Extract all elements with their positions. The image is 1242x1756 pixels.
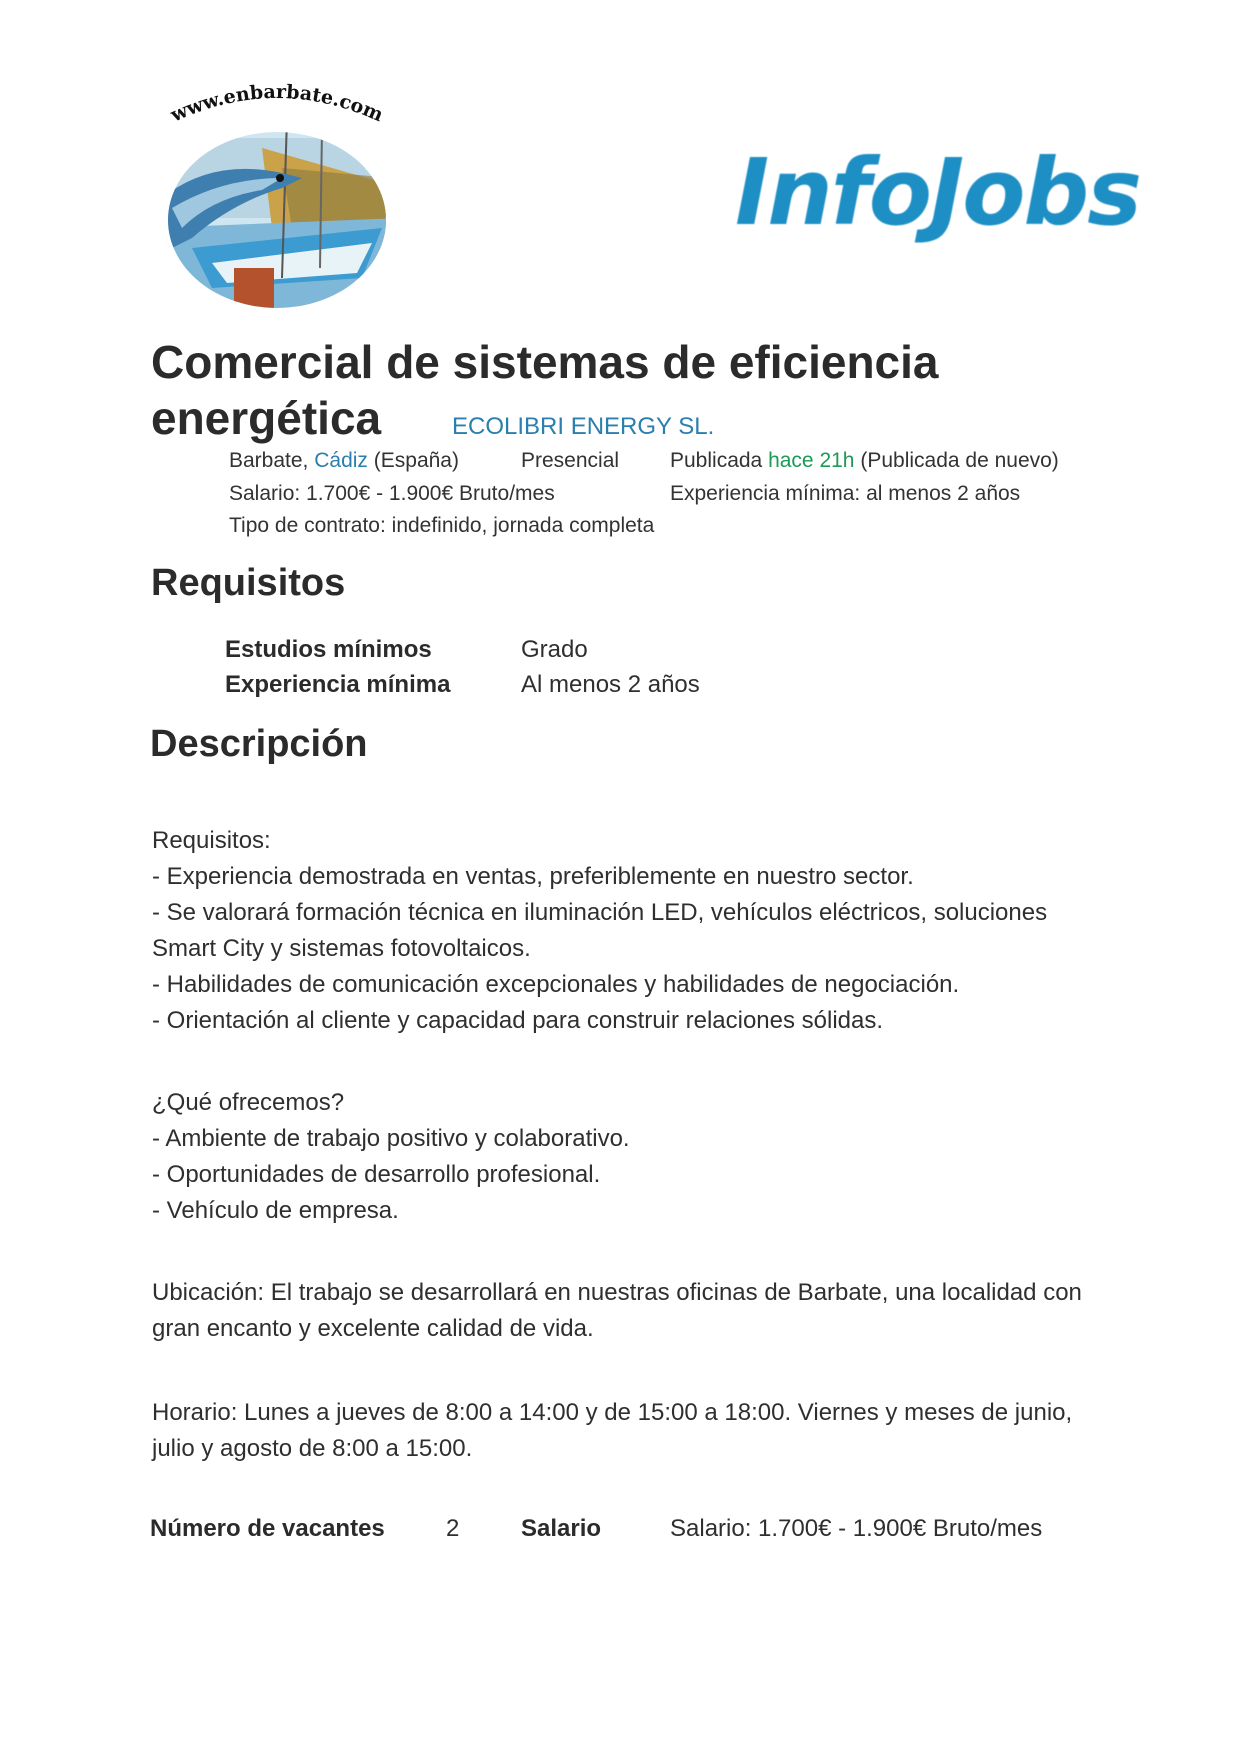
location-city: Barbate, [229, 449, 315, 472]
job-salary: Salario: 1.700€ - 1.900€ Bruto/mes [229, 482, 555, 505]
description-schedule: Horario: Lunes a jueves de 8:00 a 14:00 y de 15:00 a 18:00. Viernes y meses de junio, julio y agosto de 8:00 a 15:00. [152, 1399, 1073, 1462]
description-line: - Experiencia demostrada en ventas, preferiblemente en nuestro sector. [152, 863, 914, 890]
job-title-line1: Comercial de sistemas de eficiencia [151, 336, 939, 388]
requirements-heading: Requisitos [151, 562, 346, 604]
job-experience: Experiencia mínima: al menos 2 años [670, 482, 1021, 505]
description-heading: Descripción [150, 723, 368, 765]
svg-text:www.enbarbate.com: www.enbarbate.com [167, 80, 387, 127]
company-link[interactable]: ECOLIBRI ENERGY SL. [452, 413, 715, 440]
vacancies-value: 2 [446, 1515, 460, 1542]
job-published [670, 449, 1059, 473]
requirement-value: Al menos 2 años [521, 671, 700, 698]
job-modality: Presencial [521, 449, 620, 472]
description-line: Requisitos: [152, 827, 271, 854]
published-time: hace 21h [768, 449, 855, 472]
requirement-value: Grado [521, 636, 588, 663]
job-title-line2: energética [151, 392, 382, 444]
description-requirements-block [152, 823, 1092, 1039]
requirement-label: Estudios mínimos [225, 636, 432, 663]
description-line: - Ambiente de trabajo positivo y colaborativo. [152, 1125, 630, 1152]
description-line: - Oportunidades de desarrollo profesional. [152, 1161, 601, 1188]
description-line: - Orientación al cliente y capacidad para construir relaciones sólidas. [152, 1007, 884, 1034]
description-offer-block [152, 1085, 1092, 1229]
description-location: Ubicación: El trabajo se desarrollará en nuestras oficinas de Barbate, una localidad con gran encanto y excelente calidad de vida. [152, 1279, 1082, 1342]
salary-label: Salario [521, 1515, 602, 1542]
job-location [229, 449, 459, 473]
infojobs-logo [735, 139, 1141, 248]
description-line: - Habilidades de comunicación excepcionales y habilidades de negociación. [152, 971, 960, 998]
job-contract: Tipo de contrato: indefinido, jornada completa [229, 514, 655, 537]
published-suffix: (Publicada de nuevo) [854, 449, 1059, 472]
published-prefix: Publicada [670, 449, 769, 472]
location-country: (España) [367, 449, 459, 472]
requirement-label: Experiencia mínima [225, 671, 451, 698]
description-line: ¿Qué ofrecemos? [152, 1089, 345, 1116]
infojobs-logo-text: InfoJobs [735, 139, 1141, 246]
vacancies-label: Número de vacantes [150, 1515, 385, 1542]
enbarbate-logo [152, 78, 402, 310]
description-line: - Se valorará formación técnica en iluminación LED, vehículos eléctricos, soluciones Smart City y sistemas fotovoltaicos. [152, 899, 1048, 962]
description-line: - Vehículo de empresa. [152, 1197, 399, 1224]
salary-value: Salario: 1.700€ - 1.900€ Bruto/mes [670, 1515, 1043, 1542]
location-province-link[interactable]: Cádiz [314, 449, 368, 472]
